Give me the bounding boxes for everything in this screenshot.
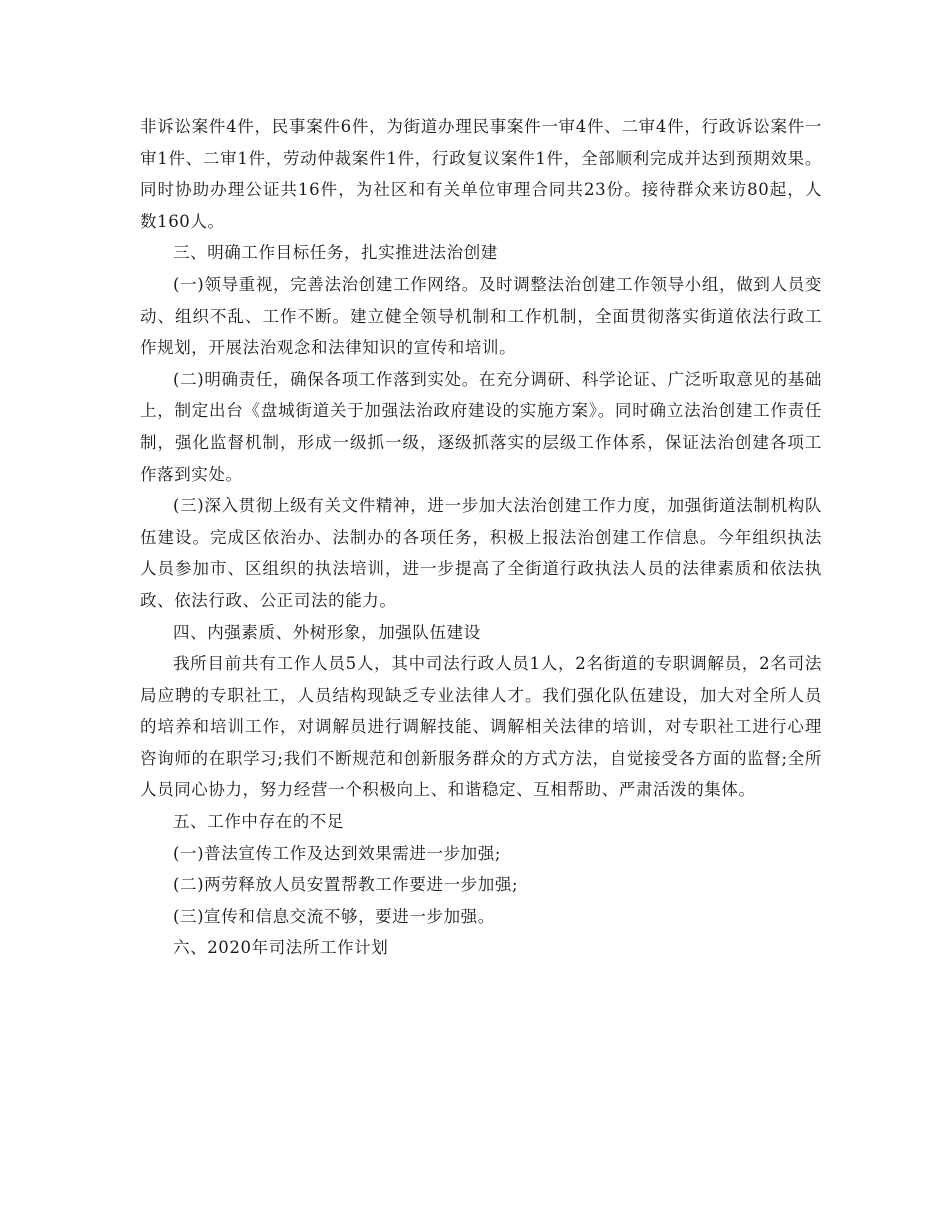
section-heading-4: 四、内强素质、外树形象，加强队伍建设 [173,622,481,642]
document-body [140,111,822,964]
paragraph-case-stats: 非诉讼案件4件，民事案件6件，为街道办理民事案件一审4件、二审4件，行政诉讼案件一审1件、二审1件，劳动仲裁案件1件，行政复议案件1件，全部顺利完成并达到预期效果。同时协助办理公证共16件，为社区和有关单位审理合同共23份。接待群众来访80起，人数160人。 [140,117,822,231]
list-item-shortcoming-1: (一)普法宣传工作及达到效果需进一步加强; [173,843,502,863]
list-item-shortcoming-2: (二)两劳释放人员安置帮教工作要进一步加强; [173,875,519,895]
list-item-shortcoming-3: (三)宣传和信息交流不够，要进一步加强。 [173,906,495,926]
section-heading-6: 六、2020年司法所工作计划 [173,938,389,958]
paragraph-team: 我所目前共有工作人员5人，其中司法行政人员1人，2名街道的专职调解员，2名司法局应聘的专职社工，人员结构现缺乏专业法律人才。我们强化队伍建设，加大对全所人员的培养和培训工作，对调解员进行调解技能、调解相关法律的培训，对专职社工进行心理咨询师的在职学习;我们不断规范和创新服务群众的方式方法，自觉接受各方面的监督;全所人员同心协力，努力经营一个积极向上、和谐稳定、互相帮助、严肃活泼的集体。 [140,654,822,800]
paragraph-implementation: (三)深入贯彻上级有关文件精神，进一步加大法治创建工作力度，加强街道法制机构队伍建设。完成区依治办、法制办的各项任务，积极上报法治创建工作信息。今年组织执法人员参加市、区组织的执法培训，进一步提高了全街道行政执法人员的法律素质和依法执政、依法行政、公正司法的能力。 [140,496,822,610]
section-heading-3: 三、明确工作目标任务，扎实推进法治创建 [173,243,498,263]
paragraph-leadership: (一)领导重视，完善法治创建工作网络。及时调整法治创建工作领导小组，做到人员变动、组织不乱、工作不断。建立健全领导机制和工作机制，全面贯彻落实街道依法行政工作规划，开展法治观念和法律知识的宣传和培训。 [140,274,822,358]
section-heading-5: 五、工作中存在的不足 [173,812,344,832]
paragraph-responsibility: (二)明确责任，确保各项工作落到实处。在充分调研、科学论证、广泛听取意见的基础上，制定出台《盘城街道关于加强法治政府建设的实施方案》。同时确立法治创建工作责任制，强化监督机制，形成一级抓一级，逐级抓落实的层级工作体系，保证法治创建各项工作落到实处。 [140,369,822,484]
